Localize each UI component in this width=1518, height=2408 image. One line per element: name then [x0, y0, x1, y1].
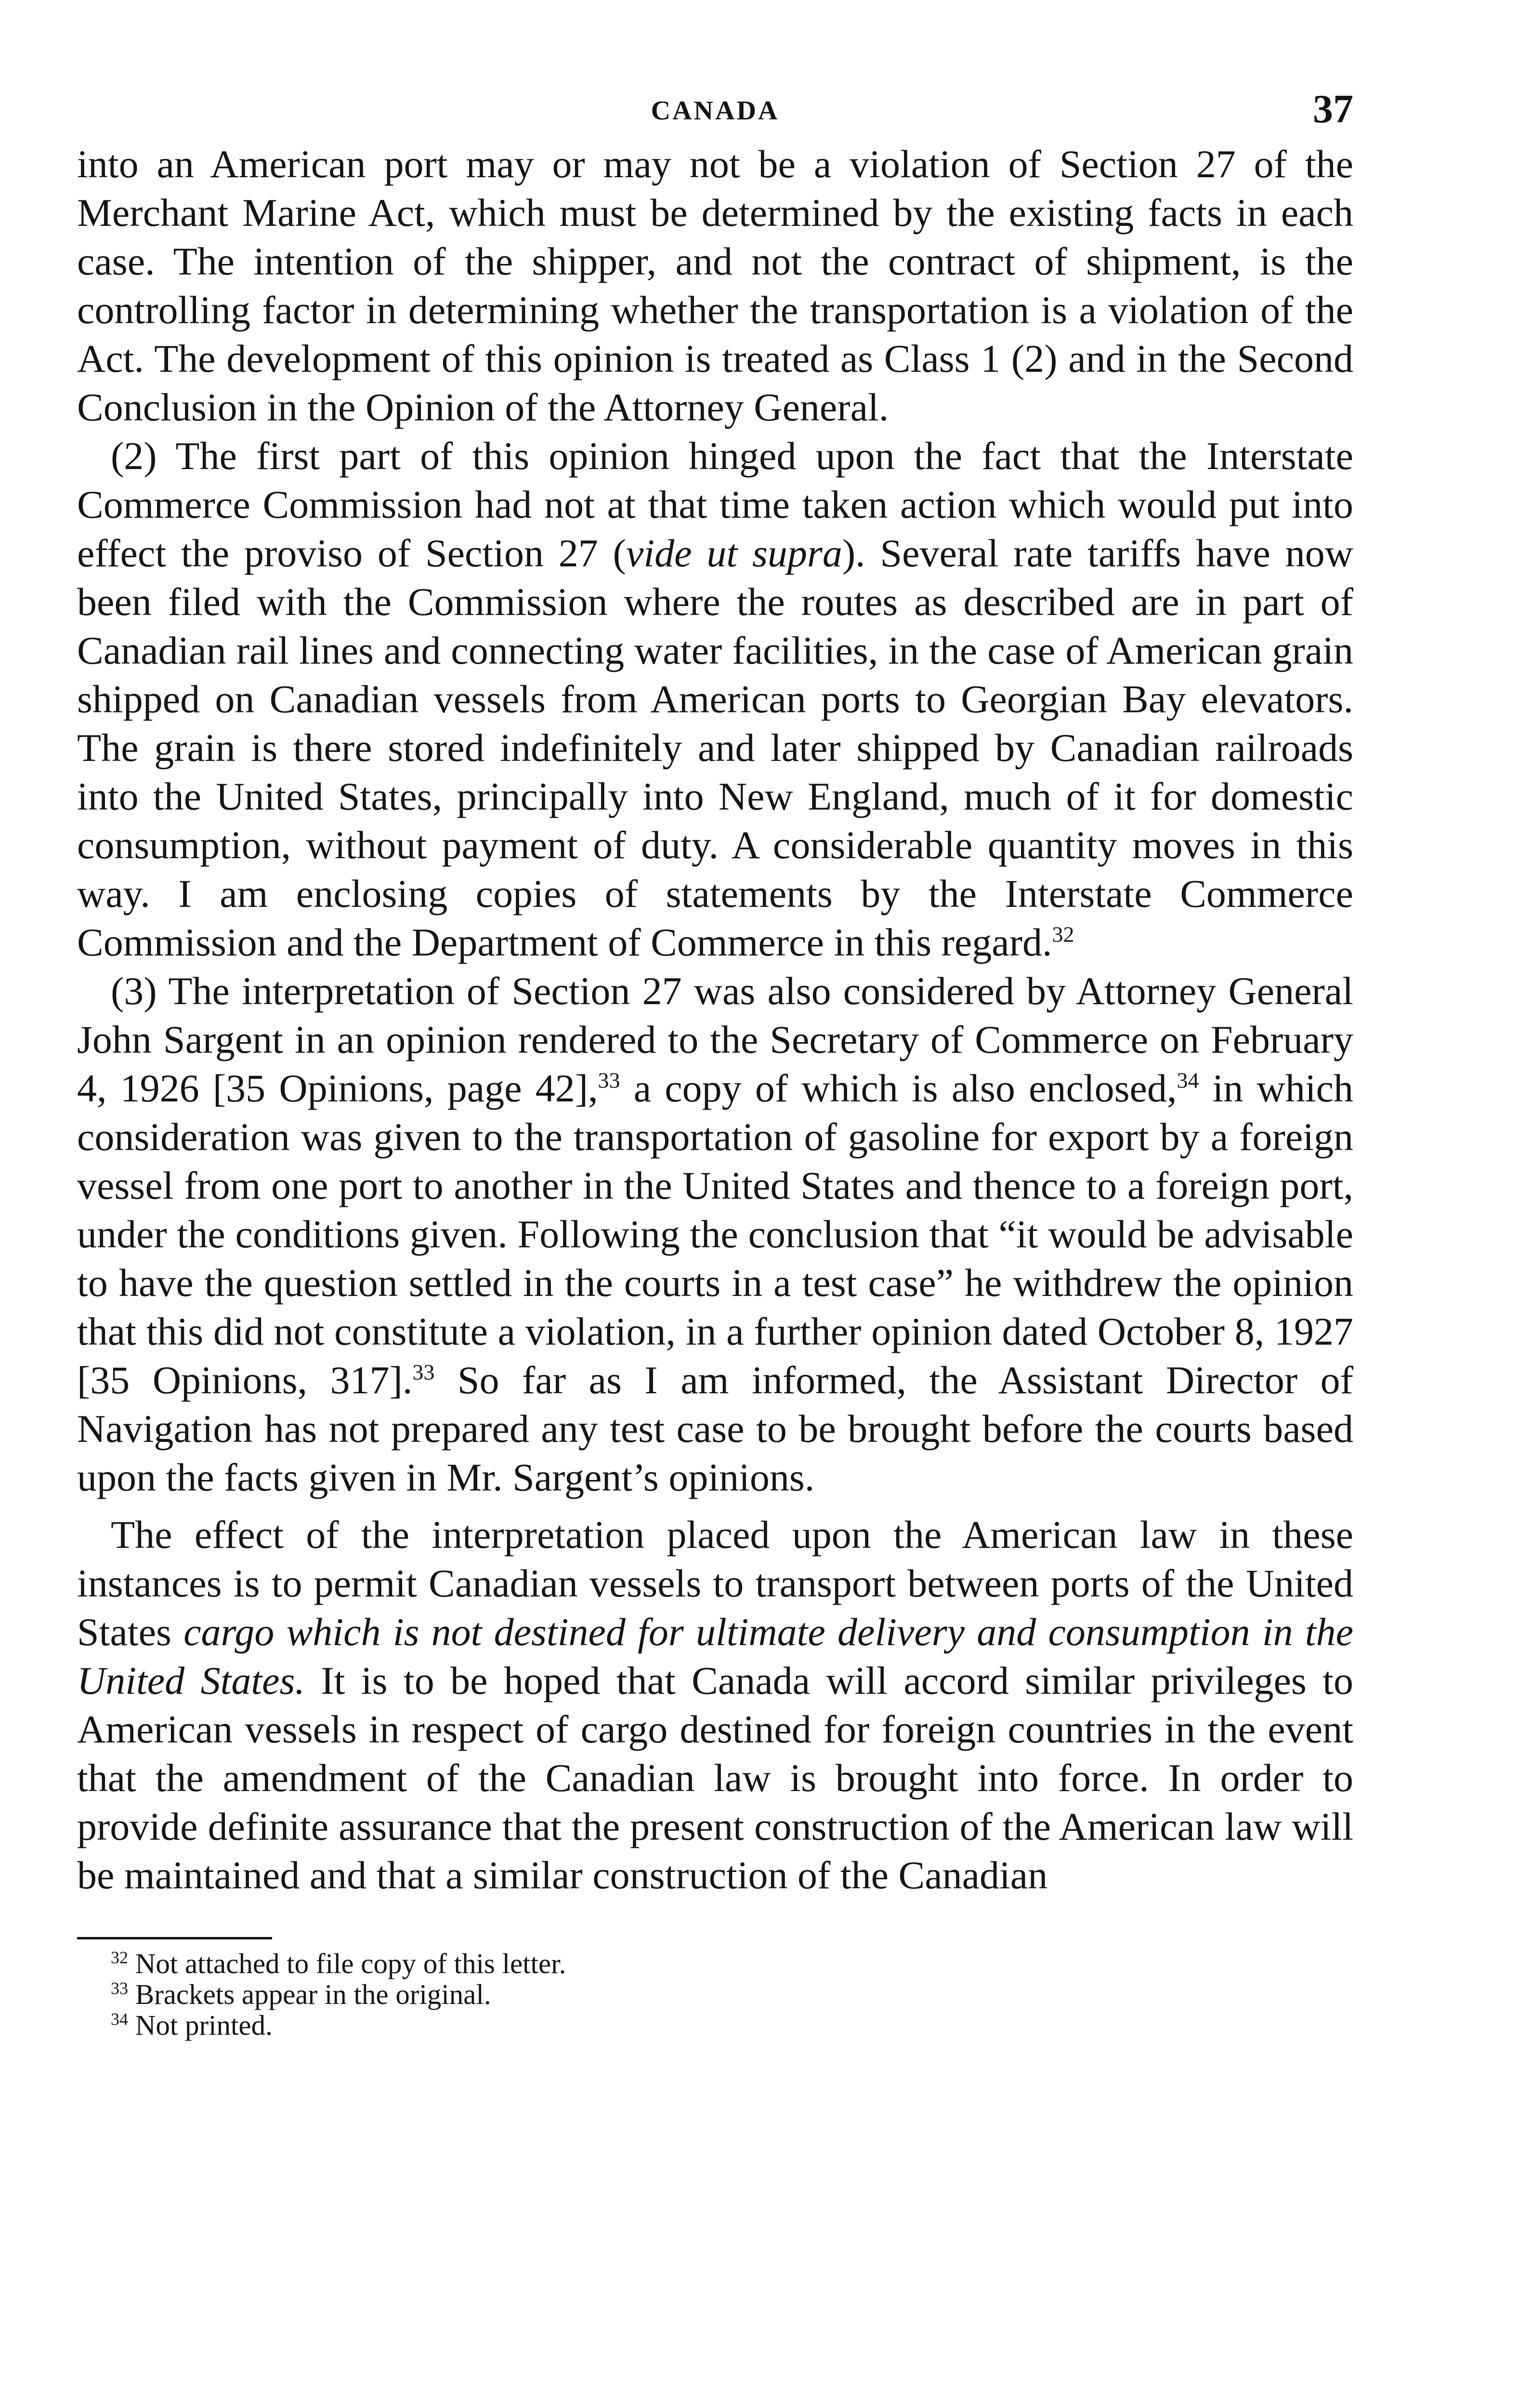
page-number: 37 — [1313, 87, 1353, 131]
paragraph-1-text: into an American port may or may not be a violation of Section 27 of the Merchant Marine Act, which must be determined by the existing facts in each case. The intention of the shipper, and not the contract of shipment, is the controlling factor in determining whether the transportation is a violation of the Act. The development of this opinion is treated as Class 1 (2) and in the Second Conclusion in the Opinion of the Attorney General. — [77, 142, 1353, 429]
running-title: CANADA — [651, 96, 780, 126]
footnote-text: Brackets appear in the original. — [128, 1978, 491, 2010]
paragraph-2-text-b: ). Several rate tariffs have now been filed with the Commission where the routes as described are in part of Canadian rail lines and connecting water facilities, in the case of American grain shipped on Canadian vessels from American ports to Georgian Bay elevators. The grain is there stored indefinitely and later shipped by Canadian railroads into the United States, principally into New England, much of it for domestic consumption, without payment of duty. A considerable quantity moves in this way. I am enclosing copies of statements by the Interstate Commerce Commission and the Department of Commerce in this regard. — [77, 531, 1353, 964]
footnote-ref-34: 34 — [1177, 1068, 1199, 1093]
footnote-marker: 33 — [111, 1978, 128, 1998]
footnote-34 — [77, 2010, 1353, 2041]
paragraph-3-text-d: So far as I am informed, the Assistant Director of Navigation has not prepared any test case to be brought before the courts based upon the facts given in Mr. Sargent’s opinions. — [77, 1358, 1353, 1499]
footnote-ref-33-second: 33 — [412, 1360, 435, 1385]
footnote-32 — [77, 1948, 1353, 1979]
paragraph-3-text-c: in which consideration was given to the transportation of gasoline for export by a foreign vessel from one port to another in the United States and thence to a foreign port, under the conditions given. Following the conclusion that “it would be advisable to have the question settled in the courts in a test case” he withdrew the opinion that this did not constitute a violation, in a further opinion dated October 8, 1927 [35 Opinions, 317]. — [77, 1066, 1353, 1402]
body-text — [77, 140, 1353, 1899]
footnote-ref-32: 32 — [1052, 922, 1074, 947]
paragraph-4-text-b: It is to be hoped that Canada will accord similar privileges to American vessels in respect of cargo destined for foreign countries in the event that the amendment of the Canadian law is brought into force. In order to provide definite assurance that the present construction of the American law will be maintained and that a similar construction of the Canadian — [77, 1659, 1353, 1897]
footnote-33 — [77, 1979, 1353, 2010]
paragraph-1 — [77, 140, 1353, 432]
footnote-ref-33: 33 — [598, 1068, 620, 1093]
footnotes — [77, 1948, 1353, 2041]
document-page — [77, 82, 1353, 2041]
paragraph-3 — [77, 967, 1353, 1502]
paragraph-3-text-a: (3) The interpretation of Section 27 was also considered by Attorney General John Sargent in an opinion rendered to the Secretary of Commerce on February 4, 1926 [35 Opinions, page 42], — [77, 969, 1353, 1110]
paragraph-2 — [77, 432, 1353, 967]
paragraph-4-text-a: The effect of the interpretation placed upon the American law in these instances is to permit Canadian vessels to transport between ports of the United States — [77, 1513, 1353, 1654]
paragraph-4 — [77, 1510, 1353, 1899]
paragraph-4-italic: cargo which is not destined for ultimate delivery and consumption in the United States. — [77, 1610, 1354, 1702]
paragraph-2-italic: vide ut supra — [626, 531, 842, 575]
footnote-marker: 32 — [111, 1948, 128, 1967]
footnote-divider — [77, 1937, 272, 1939]
footnote-marker: 34 — [111, 2009, 128, 2029]
running-header — [77, 82, 1353, 140]
footnote-text: Not attached to file copy of this letter. — [128, 1948, 566, 1979]
footnote-text: Not printed. — [128, 2009, 273, 2041]
paragraph-3-text-b: a copy of which is also enclosed, — [620, 1066, 1177, 1110]
paragraph-2-text-a: (2) The first part of this opinion hinged upon the fact that the Interstate Commerce Commission had not at that time taken action which would put into effect the proviso of Section 27 ( — [77, 434, 1353, 575]
